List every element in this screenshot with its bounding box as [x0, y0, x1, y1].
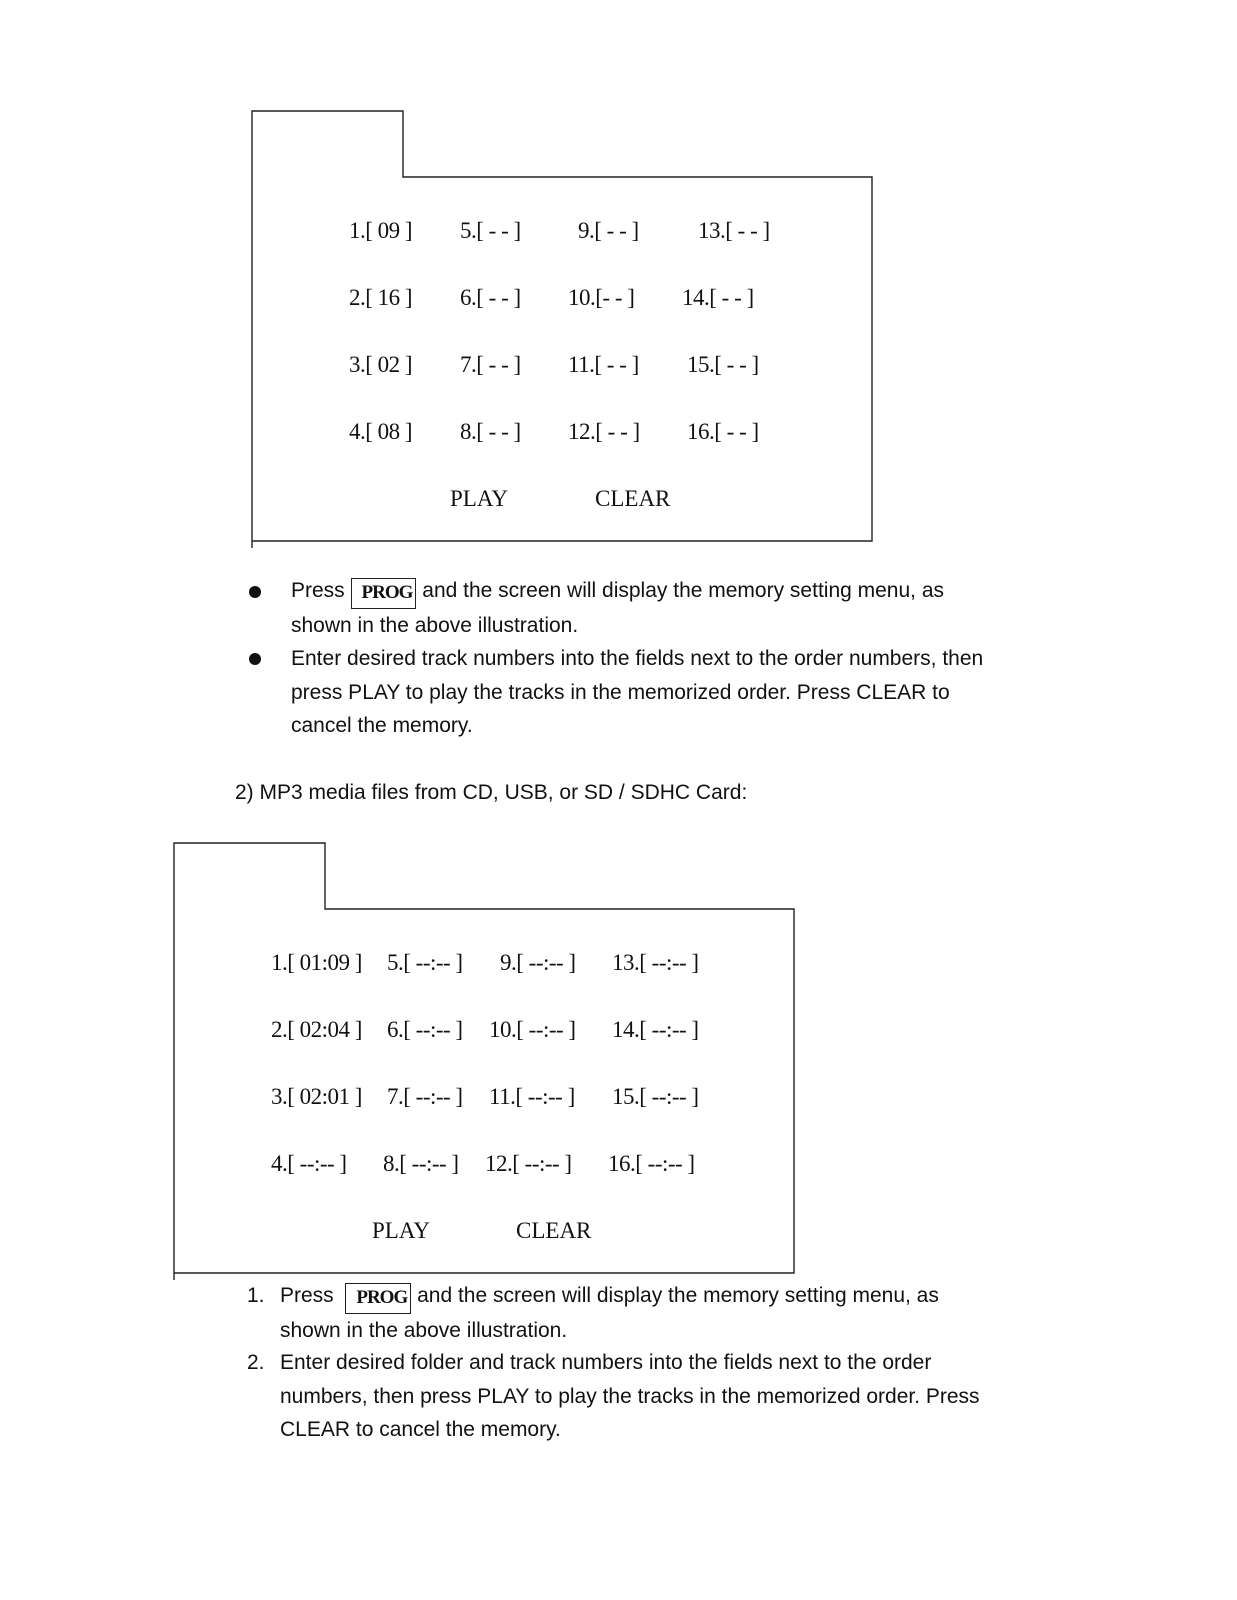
mp3-slot-11: 11.[ --:-- ]: [489, 1084, 575, 1109]
mp3-slot-3: 3.[ 02:01 ]: [271, 1084, 362, 1109]
mp3-slot-16: 16.[ --:-- ]: [608, 1151, 695, 1176]
list-number: 1.: [247, 1284, 265, 1307]
cd-play-option: PLAY: [450, 486, 508, 511]
mp3-slot-9: 9.[ --:-- ]: [500, 950, 576, 975]
cd-slot-8: 8.[ - - ]: [460, 419, 521, 444]
mp3-slot-13: 13.[ --:-- ]: [612, 950, 699, 975]
cd-slot-4: 4.[ 08 ]: [349, 419, 413, 444]
cd-slot-5: 5.[ - - ]: [460, 218, 521, 243]
mp3-slot-4: 4.[ --:-- ]: [271, 1151, 347, 1176]
cd-instruction-2: Enter desired track numbers into the fields next to the order numbers, then press PLAY to play the tracks in the memorized order. Press CLEAR to cancel the memory.: [291, 647, 984, 737]
cd-slot-16: 16.[ - - ]: [687, 419, 759, 444]
mp3-instruction-2: Enter desired folder and track numbers into the fields next to the order numbers, then press PLAY to play the tracks in the memorized order. Press CLEAR to cancel the memory.: [280, 1351, 980, 1441]
mp3-slot-10: 10.[ --:-- ]: [489, 1017, 576, 1042]
cd-slot-7: 7.[ - - ]: [460, 352, 521, 377]
mp3-slot-5: 5.[ --:-- ]: [387, 950, 463, 975]
cd-slot-1: 1.[ 09 ]: [349, 218, 413, 243]
cd-slot-10: 10.[- - ]: [568, 285, 635, 310]
cd-slot-15: 15.[ - - ]: [687, 352, 759, 377]
cd-slot-12: 12.[ - - ]: [568, 419, 640, 444]
cd-slot-13: 13.[ - - ]: [698, 218, 770, 243]
list-number: 2.: [247, 1351, 265, 1374]
section-heading: 2) MP3 media files from CD, USB, or SD / SDHC Card:: [235, 781, 748, 804]
mp3-slot-7: 7.[ --:-- ]: [387, 1084, 463, 1109]
mp3-slot-15: 15.[ --:-- ]: [612, 1084, 699, 1109]
mp3-clear-option: CLEAR: [516, 1218, 592, 1243]
cd-instruction-1: Press PROG and the screen will display the memory setting menu, as shown in the above illustration.: [291, 579, 945, 637]
cd-clear-option: CLEAR: [595, 486, 671, 511]
mp3-play-option: PLAY: [372, 1218, 430, 1243]
mp3-slot-12: 12.[ --:-- ]: [485, 1151, 572, 1176]
cd-slot-11: 11.[ - - ]: [568, 352, 639, 377]
bullet-icon: [249, 586, 261, 598]
cd-slot-2: 2.[ 16 ]: [349, 285, 413, 310]
mp3-slot-8: 8.[ --:-- ]: [383, 1151, 459, 1176]
mp3-slot-1: 1.[ 01:09 ]: [271, 950, 362, 975]
prog-key: PROG: [351, 578, 417, 609]
mp3-slot-2: 2.[ 02:04 ]: [271, 1017, 362, 1042]
cd-slot-14: 14.[ - - ]: [682, 285, 754, 310]
cd-slot-9: 9.[ - - ]: [578, 218, 639, 243]
mp3-instruction-1: Press PROG and the screen will display the memory setting menu, as shown in the above illustration.: [280, 1284, 939, 1342]
cd-slot-3: 3.[ 02 ]: [349, 352, 413, 377]
mp3-slot-14: 14.[ --:-- ]: [612, 1017, 699, 1042]
cd-slot-6: 6.[ - - ]: [460, 285, 521, 310]
mp3-slot-6: 6.[ --:-- ]: [387, 1017, 463, 1042]
prog-key: PROG: [345, 1283, 411, 1314]
bullet-icon: [249, 653, 261, 665]
